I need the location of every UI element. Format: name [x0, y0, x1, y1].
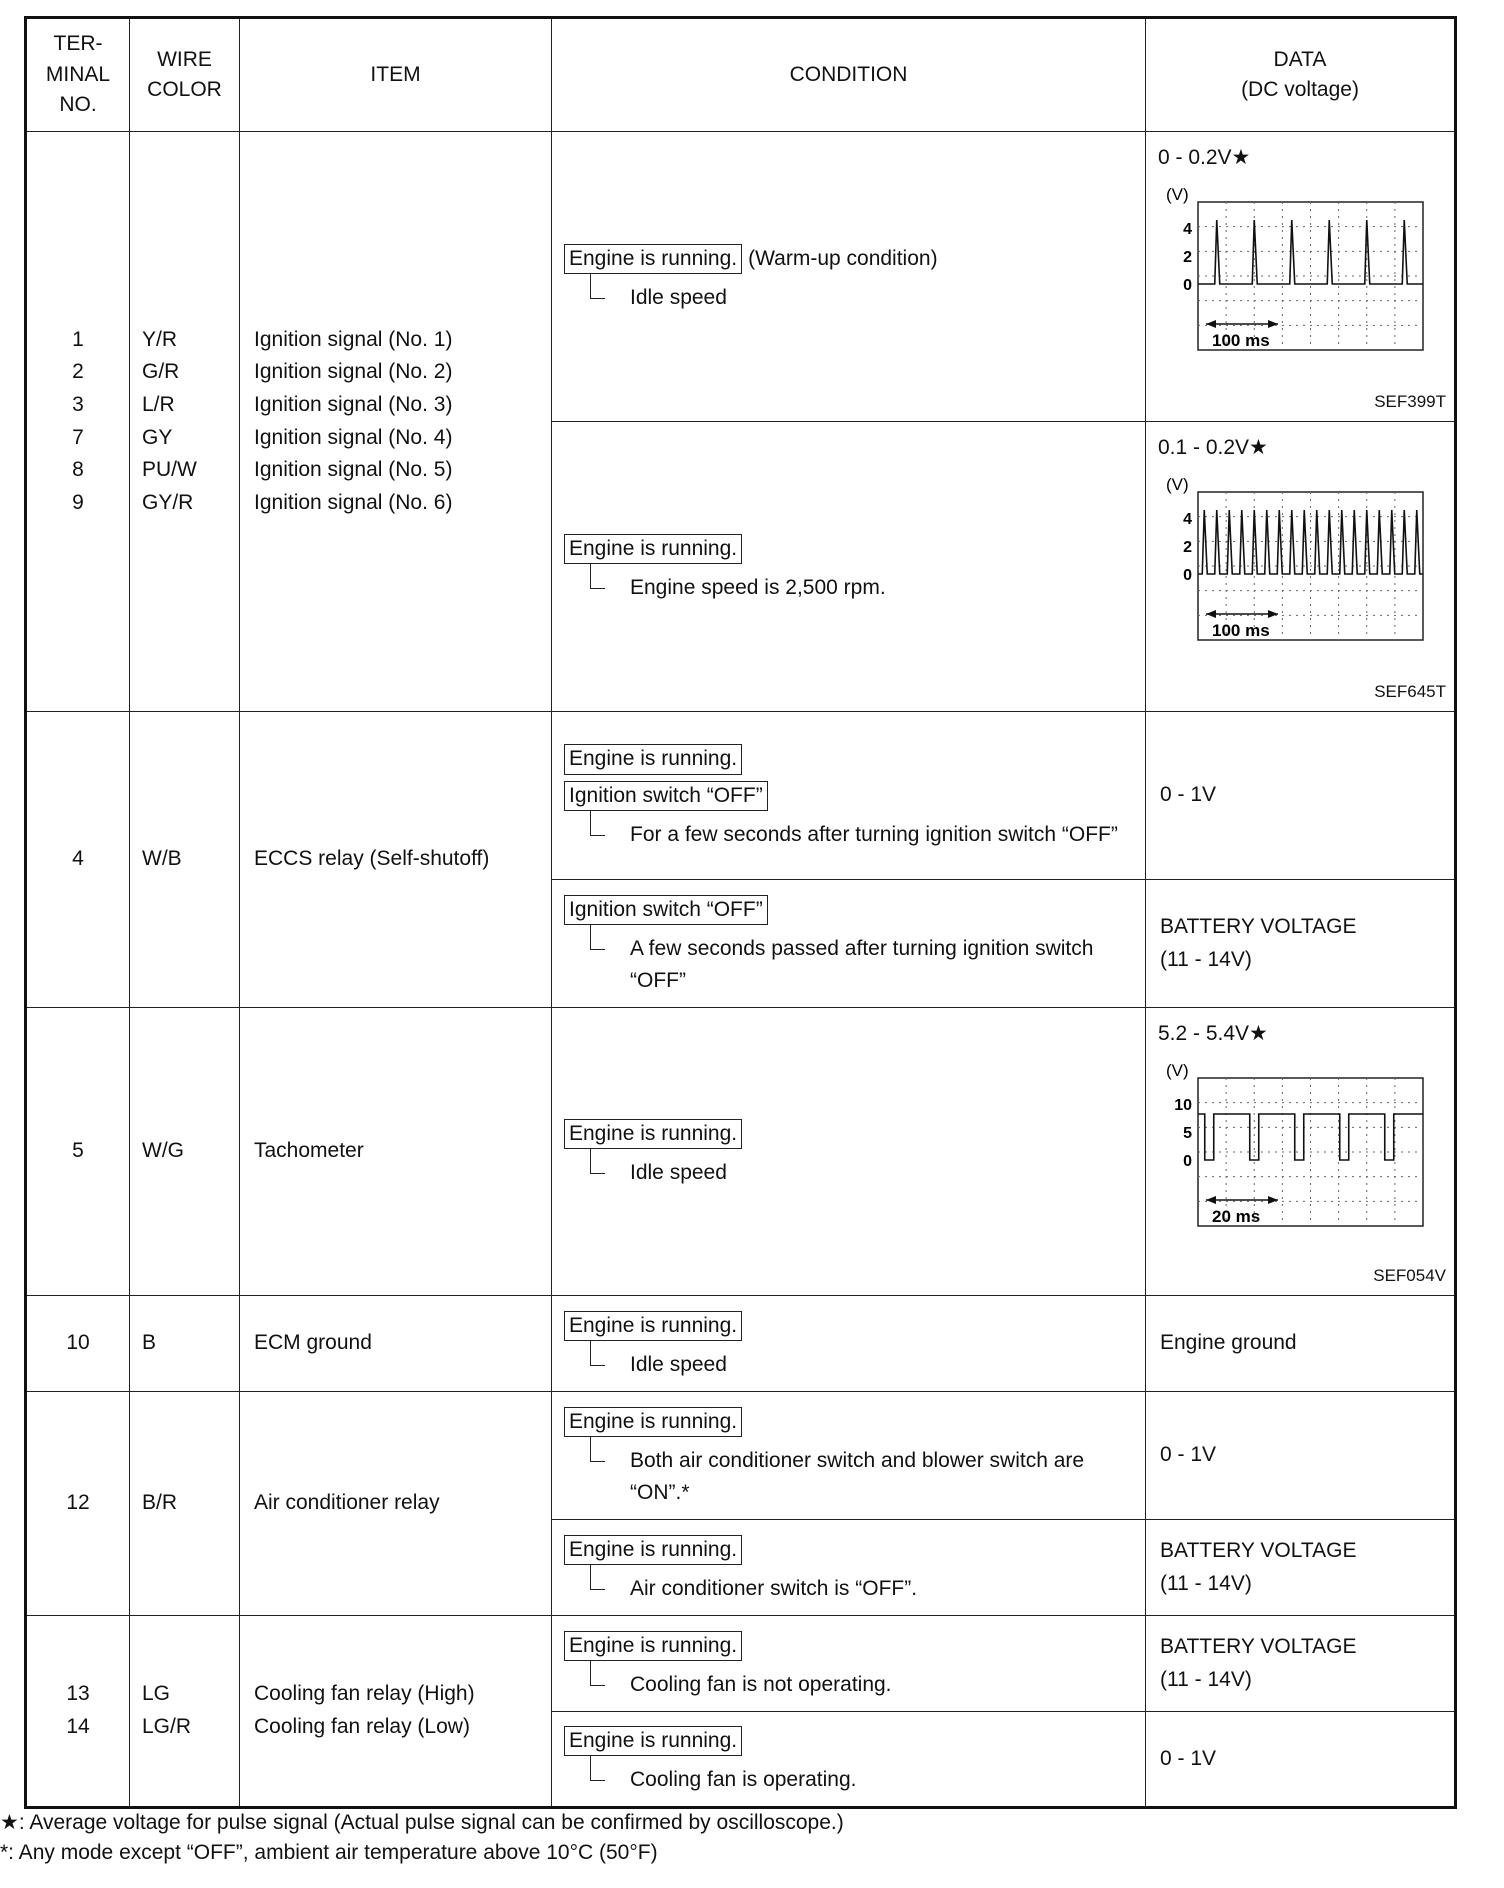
condition-box: Engine is running.: [564, 1311, 742, 1341]
terminal-number: 7: [72, 425, 84, 449]
scope-y-tick: 0: [1183, 277, 1192, 294]
fan-data-1: [1146, 1616, 1456, 1712]
header-data-line: DATA: [1273, 47, 1327, 71]
scope-y-tick: 5: [1183, 1125, 1192, 1142]
condition-box: Engine is running.: [564, 534, 742, 564]
ignition-items: [240, 132, 552, 712]
data-value: (11 - 14V): [1160, 1667, 1252, 1691]
header-wire-line: WIRE: [157, 47, 212, 71]
header-item: ITEM: [240, 18, 552, 132]
condition-sub: Air conditioner switch is “OFF”.: [564, 1573, 1133, 1605]
data-value: 0.1 - 0.2V★: [1158, 436, 1268, 459]
ecm-terminal: 10: [26, 1296, 130, 1392]
scope-time-label: 20 ms: [1212, 1207, 1261, 1226]
scope-arrow-head-left: [1206, 1196, 1216, 1204]
header-data: [1146, 18, 1456, 132]
ecm-condition: [552, 1296, 1146, 1392]
data-value: BATTERY VOLTAGE: [1160, 914, 1357, 938]
condition-sub: Engine speed is 2,500 rpm.: [564, 572, 1133, 604]
eccs-data-1: 0 - 1V: [1146, 712, 1456, 880]
footnotes: [0, 1808, 1430, 1869]
scope-unit-label: (V): [1166, 1061, 1189, 1080]
header-wire: [130, 18, 240, 132]
wire-color: L/R: [142, 392, 175, 416]
wire-color: LG: [142, 1682, 171, 1706]
eccs-row-1: [26, 712, 1456, 880]
ac-data-2: [1146, 1520, 1456, 1616]
condition-box: Ignition switch “OFF”: [564, 895, 768, 925]
ignition-terminals: [26, 132, 130, 712]
terminal-number: 3: [72, 392, 84, 416]
header-terminal-line: TER-: [53, 32, 103, 56]
eccs-wire: W/B: [130, 712, 240, 1008]
oscilloscope-trace-tachometer: [1158, 1060, 1428, 1230]
fan-terminals: [26, 1616, 130, 1808]
ignition-row-warmup: [26, 132, 1456, 422]
condition-sub: Cooling fan is not operating.: [564, 1669, 1133, 1701]
condition-sub: Cooling fan is operating.: [564, 1764, 1133, 1796]
ecm-item: ECM ground: [240, 1296, 552, 1392]
scope-arrow-head-left: [1206, 610, 1216, 618]
terminal-number: 14: [66, 1715, 90, 1738]
fan-wires: [130, 1616, 240, 1808]
scope-unit-label: (V): [1166, 475, 1189, 494]
condition-box: Engine is running.: [564, 1119, 742, 1149]
condition-sub: For a few seconds after turning ignition switch “OFF”: [564, 819, 1133, 851]
condition-sub: Idle speed: [564, 282, 1133, 314]
scope-y-tick: 2: [1183, 539, 1192, 556]
data-value: 5.2 - 5.4V★: [1158, 1022, 1268, 1045]
ac-item: Air conditioner relay: [240, 1392, 552, 1616]
terminal-number: 9: [72, 490, 84, 514]
scope-y-tick: 0: [1183, 1153, 1192, 1170]
item-label: Cooling fan relay (Low): [254, 1715, 470, 1738]
eccs-terminal: 4: [26, 712, 130, 1008]
fan-data-2: 0 - 1V: [1146, 1712, 1456, 1808]
scope-y-tick: 10: [1174, 1097, 1192, 1114]
footnote-star: ★: Average voltage for pulse signal (Actual pulse signal can be confirmed by oscilloscope.): [0, 1811, 844, 1834]
tach-item: Tachometer: [240, 1008, 552, 1296]
item-label: Ignition signal (No. 4): [254, 425, 453, 449]
scope-arrow-head-right: [1268, 1196, 1278, 1204]
scope-y-tick: 0: [1183, 567, 1192, 584]
header-data-line: (DC voltage): [1241, 78, 1359, 101]
tach-condition: [552, 1008, 1146, 1296]
scope-y-tick: 2: [1183, 249, 1192, 266]
header-row: [26, 18, 1456, 132]
ecm-wire: B: [130, 1296, 240, 1392]
eccs-condition-2: [552, 880, 1146, 1008]
item-label: Ignition signal (No. 2): [254, 360, 453, 384]
scope-time-label: 100 ms: [1212, 621, 1270, 640]
figure-code: SEF054V: [1373, 1265, 1446, 1285]
condition-box: Ignition switch “OFF”: [564, 781, 768, 811]
data-value: (11 - 14V): [1160, 947, 1252, 971]
data-value: BATTERY VOLTAGE: [1160, 1634, 1357, 1658]
wire-color: LG/R: [142, 1715, 192, 1738]
ecm-row: [26, 1296, 1456, 1392]
footnote-asterisk: *: Any mode except “OFF”, ambient air temperature above 10°C (50°F): [0, 1841, 658, 1865]
fan-items: [240, 1616, 552, 1808]
condition-sub: Both air conditioner switch and blower switch are “ON”.*: [564, 1445, 1133, 1508]
ignition-wires: [130, 132, 240, 712]
condition-sub: Idle speed: [564, 1157, 1133, 1189]
scope-y-tick: 4: [1183, 221, 1192, 238]
wire-color: GY: [142, 425, 173, 449]
ac-data-1: 0 - 1V: [1146, 1392, 1456, 1520]
condition-box: Engine is running.: [564, 244, 742, 274]
ignition-data-warmup: [1146, 132, 1456, 422]
ecm-data: Engine ground: [1146, 1296, 1456, 1392]
condition-box: Engine is running.: [564, 1535, 742, 1565]
header-terminal-line: NO.: [59, 93, 97, 117]
scope-arrow-head-left: [1206, 320, 1216, 328]
tach-wire: W/G: [130, 1008, 240, 1296]
header-condition: CONDITION: [552, 18, 1146, 132]
wire-color: G/R: [142, 360, 180, 384]
condition-sub: A few seconds passed after turning ignition switch “OFF”: [564, 933, 1133, 996]
scope-time-label: 100 ms: [1212, 331, 1270, 350]
terminal-number: 1: [72, 327, 84, 351]
item-label: Ignition signal (No. 1): [254, 327, 453, 351]
condition-box: Engine is running.: [564, 1631, 742, 1661]
condition-box: Engine is running.: [564, 744, 742, 774]
fan-condition-1: [552, 1616, 1146, 1712]
ac-terminal: 12: [26, 1392, 130, 1616]
scope-arrow-head-right: [1268, 610, 1278, 618]
terminal-number: 13: [66, 1682, 90, 1706]
condition-note: (Warm-up condition): [748, 246, 938, 270]
scope-y-tick: 4: [1183, 511, 1192, 528]
terminal-reference-sheet: [24, 16, 1454, 1809]
figure-code: SEF399T: [1374, 391, 1446, 411]
fan-condition-2: [552, 1712, 1146, 1808]
terminal-number: 2: [72, 360, 84, 384]
oscilloscope-trace-ignition-idle: [1158, 184, 1428, 354]
wire-color: PU/W: [142, 458, 197, 482]
ac-row-1: [26, 1392, 1456, 1520]
condition-box: Engine is running.: [564, 1726, 742, 1756]
data-value: 0 - 0.2V★: [1158, 146, 1251, 169]
ignition-condition-2500: [552, 422, 1146, 712]
ac-condition-2: [552, 1520, 1146, 1616]
terminal-number: 8: [72, 458, 84, 482]
eccs-item: ECCS relay (Self-shutoff): [240, 712, 552, 1008]
header-wire-line: COLOR: [147, 78, 222, 101]
condition-sub: Idle speed: [564, 1349, 1133, 1381]
scope-arrow-head-right: [1268, 320, 1278, 328]
ignition-condition-warmup: [552, 132, 1146, 422]
terminal-table: [24, 16, 1457, 1809]
tach-row: [26, 1008, 1456, 1296]
wire-color: GY/R: [142, 490, 194, 514]
item-label: Ignition signal (No. 5): [254, 458, 453, 482]
scope-unit-label: (V): [1166, 185, 1189, 204]
figure-code: SEF645T: [1374, 681, 1446, 701]
eccs-condition-1: [552, 712, 1146, 880]
ac-condition-1: [552, 1392, 1146, 1520]
wire-color: Y/R: [142, 327, 178, 351]
item-label: Ignition signal (No. 3): [254, 392, 453, 416]
ignition-data-2500: [1146, 422, 1456, 712]
ac-wire: B/R: [130, 1392, 240, 1616]
item-label: Ignition signal (No. 6): [254, 490, 453, 514]
tach-data: [1146, 1008, 1456, 1296]
fan-row-1: [26, 1616, 1456, 1712]
data-value: (11 - 14V): [1160, 1571, 1252, 1595]
header-terminal-line: MINAL: [45, 62, 111, 86]
condition-box: Engine is running.: [564, 1407, 742, 1437]
header-terminal: [26, 18, 130, 132]
oscilloscope-trace-ignition-2500: [1158, 474, 1428, 644]
tach-terminal: 5: [26, 1008, 130, 1296]
eccs-data-2: [1146, 880, 1456, 1008]
data-value: BATTERY VOLTAGE: [1160, 1538, 1357, 1562]
item-label: Cooling fan relay (High): [254, 1682, 475, 1706]
